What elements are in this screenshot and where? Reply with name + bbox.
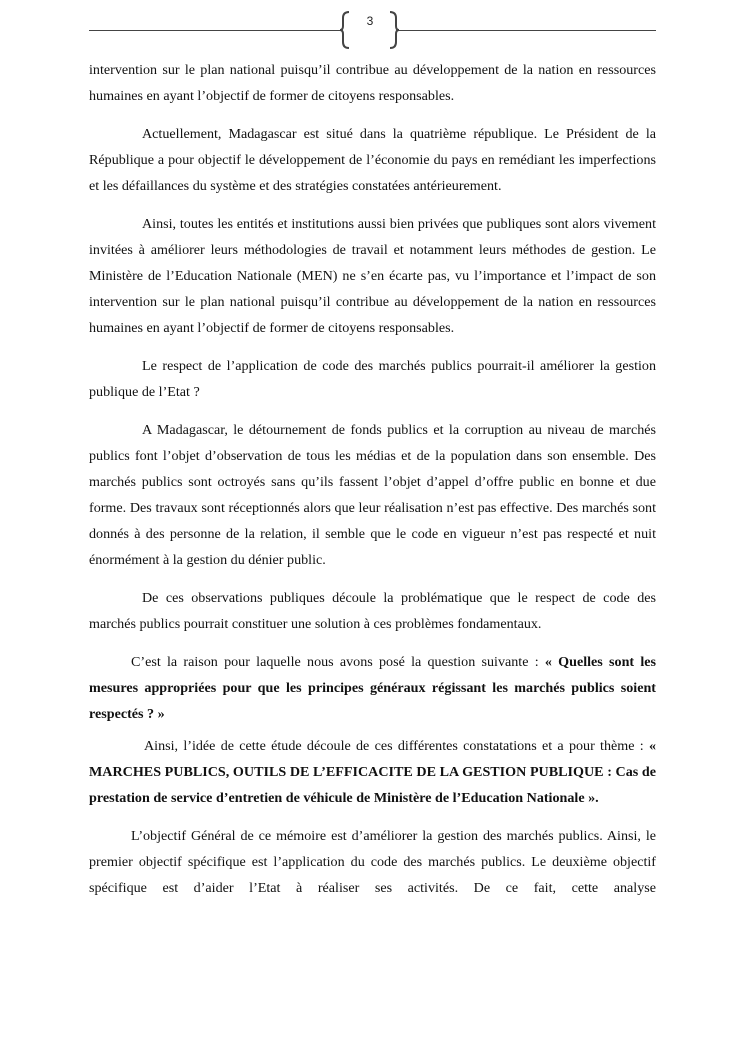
paragraph: intervention sur le plan national puisqu’il contribue au développement de la nation en ressources humaines en ayant l’objectif de former de citoyens responsables. (89, 62, 656, 104)
document-body (89, 57, 656, 901)
research-question: « Quelles sont les mesures appropriées pour que les principes généraux régissant les marchés publics soient respectés ? » (89, 654, 656, 722)
theme-intro: Ainsi, l’idée de cette étude découle de ces différentes constatations et a pour thème : (144, 738, 649, 754)
paragraph: A Madagascar, le détournement de fonds publics et la corruption au niveau de marchés publics font l’objet d’observation de tous les médias et de la population dans son ensemble. Des marchés publics sont octroyés sans qu’ils fassent l’objet d’appel d’offre public en bonne et due forme. Des travaux sont réceptionnés alors que leur réalisation n’est pas effective. Des marchés sont donnés à des personne de la relation, il semble que le code en vigueur n’est pas respecté et nuit énormément à la gestion du dénier public. (89, 422, 656, 568)
paragraph: Actuellement, Madagascar est situé dans la quatrième république. Le Président de la République a pour objectif le développement de l’économie du pays en remédiant les imperfections et les défaillances du système et des stratégies constatées antérieurement. (89, 126, 656, 194)
paragraph: L’objectif Général de ce mémoire est d’améliorer la gestion des marchés publics. Ainsi, le premier objectif spécifique est l’application du code des marchés publics. Le deuxième objectif spécifique est d’aider l’Etat à réaliser ses activités. De ce fait, cette analyse (89, 828, 656, 896)
header-rule-left (89, 30, 341, 31)
question-intro: C’est la raison pour laquelle nous avons posé la question suivante : (131, 654, 545, 670)
paragraph: Ainsi, toutes les entités et institutions aussi bien privées que publiques sont alors vivement invitées à améliorer leurs méthodologies de travail et notamment leurs méthodes de gestion. Le Ministère de l’Education Nationale (MEN) ne s’en écarte pas, vu l’importance et l’impact de son intervention sur le plan national puisqu’il contribue au développement de la nation en ressources humaines en ayant l’objectif de former de citoyens responsables. (89, 216, 656, 336)
research-question-paragraph (89, 649, 656, 727)
theme-paragraph (89, 733, 656, 811)
paragraph: De ces observations publiques découle la problématique que le respect de code des marchés publics pourrait constituer une solution à ces problèmes fondamentaux. (89, 590, 656, 632)
header-rule-right (398, 30, 656, 31)
left-brace-icon (339, 10, 351, 50)
page-header (0, 0, 745, 52)
page-number: 3 (366, 14, 374, 28)
study-theme: « MARCHES PUBLICS, OUTILS DE L’EFFICACITE DE LA GESTION PUBLIQUE : Cas de prestation de service d’entretien de véhicule de Ministère de l’Education Nationale ». (89, 738, 656, 806)
paragraph: Le respect de l’application de code des marchés publics pourrait-il améliorer la gestion publique de l’Etat ? (89, 358, 656, 400)
